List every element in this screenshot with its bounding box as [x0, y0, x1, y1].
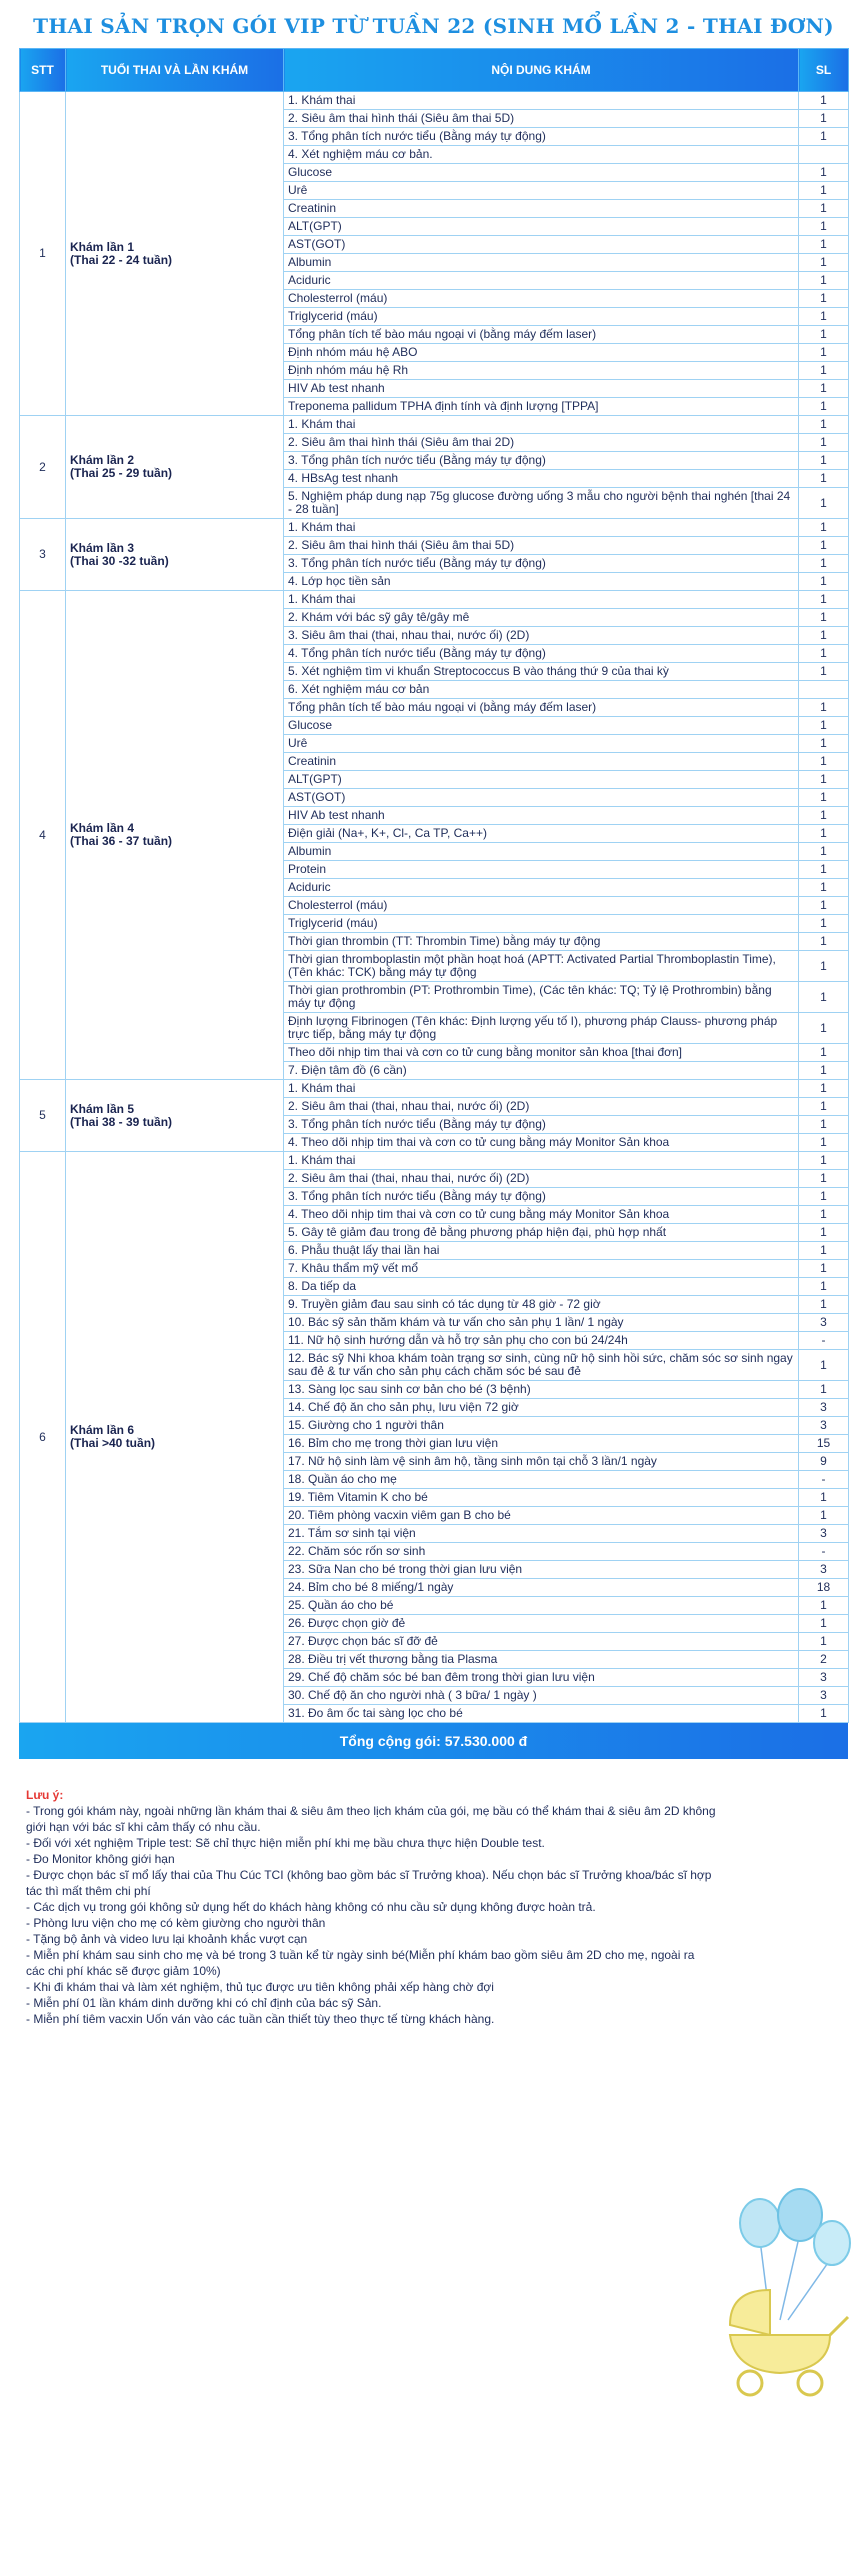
content-cell: 2. Siêu âm thai hình thái (Siêu âm thai 5D)	[284, 537, 799, 555]
quantity-cell: 1	[799, 344, 849, 362]
content-cell: 31. Đo âm ốc tai sàng lọc cho bé	[284, 1705, 799, 1723]
content-cell: 2. Khám với bác sỹ gây tê/gây mê	[284, 609, 799, 627]
content-cell: 15. Giường cho 1 người thân	[284, 1417, 799, 1435]
quantity-cell: 3	[799, 1417, 849, 1435]
content-cell: 1. Khám thai	[284, 1080, 799, 1098]
quantity-cell: 1	[799, 236, 849, 254]
content-cell: 27. Được chọn bác sĩ đỡ đẻ	[284, 1633, 799, 1651]
quantity-cell: 1	[799, 915, 849, 933]
visit-cell: Khám lần 3 (Thai 30 -32 tuần)	[66, 519, 284, 591]
quantity-cell: 1	[799, 645, 849, 663]
stt-cell: 6	[20, 1152, 66, 1723]
content-cell: 6. Phẫu thuật lấy thai lần hai	[284, 1242, 799, 1260]
content-cell: 3. Tổng phân tích nước tiểu (Bằng máy tự động)	[284, 555, 799, 573]
visit-cell: Khám lần 1 (Thai 22 - 24 tuần)	[66, 92, 284, 416]
quantity-cell: 1	[799, 1224, 849, 1242]
quantity-cell: 1	[799, 452, 849, 470]
total-price-bar: Tổng cộng gói: 57.530.000 đ	[19, 1723, 848, 1759]
quantity-cell: 15	[799, 1435, 849, 1453]
content-cell: 1. Khám thai	[284, 92, 799, 110]
content-cell: 4. Tổng phân tích nước tiểu (Bằng máy tự động)	[284, 645, 799, 663]
content-cell: HIV Ab test nhanh	[284, 380, 799, 398]
content-cell: 11. Nữ hộ sinh hướng dẫn và hỗ trợ sản phụ cho con bú 24/24h	[284, 1332, 799, 1350]
content-cell: Protein	[284, 861, 799, 879]
content-cell: Cholesterrol (máu)	[284, 290, 799, 308]
content-cell: 17. Nữ hộ sinh làm vệ sinh âm hộ, tầng sinh môn tại chỗ 3 lần/1 ngày	[284, 1453, 799, 1471]
content-cell: 3. Tổng phân tích nước tiểu (Bằng máy tự động)	[284, 128, 799, 146]
content-cell: 5. Gây tê giảm đau trong đẻ bằng phương pháp hiện đại, phù hợp nhất	[284, 1224, 799, 1242]
quantity-cell: 1	[799, 1116, 849, 1134]
note-item: - Đo Monitor không giới hạn	[26, 1852, 175, 1866]
content-cell: 30. Chế độ ăn cho người nhà ( 3 bữa/ 1 ngày )	[284, 1687, 799, 1705]
table-row	[20, 416, 849, 434]
quantity-cell: 1	[799, 982, 849, 1013]
quantity-cell: 1	[799, 699, 849, 717]
quantity-cell: 1	[799, 1044, 849, 1062]
note-item: - Được chọn bác sĩ mổ lấy thai của Thu Cúc TCI (không bao gồm bác sĩ Trưởng khoa). Nếu chọn bác sĩ Trưởng khoa/bác sĩ hợp tác thì mất thêm chi phí	[26, 1868, 712, 1898]
content-cell: Điện giải (Na+, K+, Cl-, Ca TP, Ca++)	[284, 825, 799, 843]
content-cell: 5. Xét nghiệm tìm vi khuẩn Streptococcus B vào tháng thứ 9 của thai kỳ	[284, 663, 799, 681]
table-row	[20, 519, 849, 537]
quantity-cell: 1	[799, 1260, 849, 1278]
content-cell: Thời gian thrombin (TT: Thrombin Time) bằng máy tự động	[284, 933, 799, 951]
quantity-cell: 1	[799, 717, 849, 735]
quantity-cell: 1	[799, 1705, 849, 1723]
quantity-cell: 1	[799, 537, 849, 555]
quantity-cell: 1	[799, 326, 849, 344]
quantity-cell: 1	[799, 1633, 849, 1651]
note-item: - Miễn phí tiêm vacxin Uốn ván vào các tuần cần thiết tùy theo thực tế từng khách hàng.	[26, 2012, 495, 2026]
content-cell: 2. Siêu âm thai (thai, nhau thai, nước ối) (2D)	[284, 1098, 799, 1116]
content-cell: 16. Bỉm cho mẹ trong thời gian lưu viện	[284, 1435, 799, 1453]
content-cell: 4. HBsAg test nhanh	[284, 470, 799, 488]
quantity-cell: 1	[799, 663, 849, 681]
quantity-cell: 1	[799, 416, 849, 434]
content-cell: 8. Da tiếp da	[284, 1278, 799, 1296]
page-title: THAI SẢN TRỌN GÓI VIP TỪ TUẦN 22 (SINH MỔ LẦN 2 - THAI ĐƠN)	[33, 14, 834, 38]
stt-cell: 5	[20, 1080, 66, 1152]
quantity-cell: 1	[799, 182, 849, 200]
quantity-cell: -	[799, 1332, 849, 1350]
content-cell: 2. Siêu âm thai hình thái (Siêu âm thai 5D)	[284, 110, 799, 128]
content-cell: Glucose	[284, 164, 799, 182]
quantity-cell: 1	[799, 825, 849, 843]
content-cell: 6. Xét nghiệm máu cơ bản	[284, 681, 799, 699]
table-row	[20, 591, 849, 609]
content-cell: 2. Siêu âm thai hình thái (Siêu âm thai 2D)	[284, 434, 799, 452]
content-cell: Cholesterrol (máu)	[284, 897, 799, 915]
quantity-cell: -	[799, 1471, 849, 1489]
content-cell: 3. Tổng phân tích nước tiểu (Bằng máy tự động)	[284, 452, 799, 470]
quantity-cell: 1	[799, 519, 849, 537]
note-item: - Tặng bộ ảnh và video lưu lại khoảnh khắc vượt cạn	[26, 1932, 308, 1946]
quantity-cell: 1	[799, 1615, 849, 1633]
exam-table-body	[20, 92, 849, 1723]
table-header-row	[20, 49, 849, 92]
content-cell: Albumin	[284, 254, 799, 272]
quantity-cell: 1	[799, 609, 849, 627]
quantity-cell: 1	[799, 488, 849, 519]
content-cell: 21. Tắm sơ sinh tại viện	[284, 1525, 799, 1543]
stt-cell: 1	[20, 92, 66, 416]
quantity-cell: 1	[799, 1296, 849, 1314]
quantity-cell: 1	[799, 218, 849, 236]
quantity-cell: 1	[799, 110, 849, 128]
content-cell: 1. Khám thai	[284, 1152, 799, 1170]
note-item: - Miễn phí khám sau sinh cho mẹ và bé trong 3 tuần kể từ ngày sinh bé(Miễn phí khám bao gồm siêu âm 2D cho mẹ, ngoài ra các chi phí khác sẽ được giảm 10%)	[26, 1948, 695, 1978]
quantity-cell: 1	[799, 362, 849, 380]
quantity-cell: 1	[799, 789, 849, 807]
content-cell: 3. Siêu âm thai (thai, nhau thai, nước ối) (2D)	[284, 627, 799, 645]
content-cell: Định nhóm máu hệ Rh	[284, 362, 799, 380]
quantity-cell	[799, 681, 849, 699]
quantity-cell: 1	[799, 1152, 849, 1170]
content-cell: 1. Khám thai	[284, 416, 799, 434]
quantity-cell: 1	[799, 771, 849, 789]
quantity-cell: 1	[799, 753, 849, 771]
quantity-cell: 1	[799, 1381, 849, 1399]
content-cell: HIV Ab test nhanh	[284, 807, 799, 825]
quantity-cell: 3	[799, 1561, 849, 1579]
quantity-cell: 1	[799, 290, 849, 308]
content-cell: 7. Điện tâm đồ (6 cần)	[284, 1062, 799, 1080]
content-cell: Định lượng Fibrinogen (Tên khác: Định lượng yếu tố I), phương pháp Clauss- phương pháp trực tiếp, bằng máy tự động	[284, 1013, 799, 1044]
content-cell: 4. Lớp học tiền sản	[284, 573, 799, 591]
quantity-cell: 1	[799, 1098, 849, 1116]
quantity-cell: 1	[799, 555, 849, 573]
baby-stroller-balloons-icon	[690, 2185, 860, 2400]
table-row	[20, 1152, 849, 1170]
quantity-cell: 9	[799, 1453, 849, 1471]
stt-cell: 4	[20, 591, 66, 1080]
notes-title: Lưu ý:	[26, 1788, 64, 1802]
content-cell: 18. Quần áo cho mẹ	[284, 1471, 799, 1489]
content-cell: Glucose	[284, 717, 799, 735]
quantity-cell: 2	[799, 1651, 849, 1669]
content-cell: 13. Sàng lọc sau sinh cơ bản cho bé (3 bệnh)	[284, 1381, 799, 1399]
header-stt: STT	[20, 49, 66, 92]
header-sl: SL	[799, 49, 849, 92]
quantity-cell: 1	[799, 843, 849, 861]
content-cell: 5. Nghiệm pháp dung nạp 75g glucose đường uống 3 mẫu cho người bệnh thai nghén [thai 24 - 28 tuần]	[284, 488, 799, 519]
quantity-cell: 1	[799, 1206, 849, 1224]
quantity-cell: 1	[799, 470, 849, 488]
note-item: - Trong gói khám này, ngoài những lần khám thai & siêu âm theo lịch khám của gói, mẹ bầu có thể khám thai & siêu âm 2D không giới hạn với bác sĩ khi cảm thấy có nhu cầu.	[26, 1804, 716, 1834]
content-cell: AST(GOT)	[284, 236, 799, 254]
quantity-cell	[799, 146, 849, 164]
exam-table-wrapper	[19, 48, 848, 1723]
quantity-cell: 1	[799, 1507, 849, 1525]
quantity-cell: 1	[799, 1350, 849, 1381]
visit-cell: Khám lần 5 (Thai 38 - 39 tuần)	[66, 1080, 284, 1152]
content-cell: Định nhóm máu hệ ABO	[284, 344, 799, 362]
content-cell: 19. Tiêm Vitamin K cho bé	[284, 1489, 799, 1507]
header-content: NỘI DUNG KHÁM	[284, 49, 799, 92]
content-cell: 1. Khám thai	[284, 591, 799, 609]
quantity-cell: 1	[799, 1242, 849, 1260]
quantity-cell: 1	[799, 1013, 849, 1044]
content-cell: 20. Tiêm phòng vacxin viêm gan B cho bé	[284, 1507, 799, 1525]
quantity-cell: 1	[799, 1489, 849, 1507]
quantity-cell: 1	[799, 1278, 849, 1296]
visit-cell: Khám lần 6 (Thai >40 tuần)	[66, 1152, 284, 1723]
content-cell: 4. Xét nghiệm máu cơ bản.	[284, 146, 799, 164]
quantity-cell: 1	[799, 1170, 849, 1188]
visit-cell: Khám lần 4 (Thai 36 - 37 tuần)	[66, 591, 284, 1080]
quantity-cell: 1	[799, 272, 849, 290]
content-cell: Aciduric	[284, 272, 799, 290]
quantity-cell: 1	[799, 573, 849, 591]
quantity-cell: 18	[799, 1579, 849, 1597]
content-cell: 3. Tổng phân tích nước tiểu (Bằng máy tự động)	[284, 1116, 799, 1134]
quantity-cell: 1	[799, 1134, 849, 1152]
content-cell: 26. Được chọn giờ đẻ	[284, 1615, 799, 1633]
content-cell: Triglycerid (máu)	[284, 915, 799, 933]
quantity-cell: 1	[799, 735, 849, 753]
notes-list	[26, 1803, 716, 2027]
quantity-cell: 1	[799, 164, 849, 182]
quantity-cell: 3	[799, 1399, 849, 1417]
content-cell: 29. Chế độ chăm sóc bé ban đêm trong thời gian lưu viện	[284, 1669, 799, 1687]
content-cell: 9. Truyền giảm đau sau sinh có tác dụng từ 48 giờ - 72 giờ	[284, 1296, 799, 1314]
note-item: - Các dịch vụ trong gói không sử dụng hết do khách hàng không có nhu cầu sử dụng không được hoàn trả.	[26, 1900, 596, 1914]
quantity-cell: 1	[799, 92, 849, 110]
quantity-cell: 1	[799, 308, 849, 326]
content-cell: Treponema pallidum TPHA định tính và định lượng [TPPA]	[284, 398, 799, 416]
content-cell: 7. Khâu thẩm mỹ vết mổ	[284, 1260, 799, 1278]
quantity-cell: 1	[799, 1062, 849, 1080]
stt-cell: 3	[20, 519, 66, 591]
note-item: - Đối với xét nghiệm Triple test: Sẽ chỉ thực hiện miễn phí khi mẹ bầu chưa thực hiện Double test.	[26, 1836, 545, 1850]
quantity-cell: 1	[799, 951, 849, 982]
content-cell: 2. Siêu âm thai (thai, nhau thai, nước ối) (2D)	[284, 1170, 799, 1188]
content-cell: ALT(GPT)	[284, 771, 799, 789]
quantity-cell: 1	[799, 807, 849, 825]
table-row	[20, 92, 849, 110]
quantity-cell: 1	[799, 897, 849, 915]
content-cell: 4. Theo dõi nhịp tim thai và cơn co tử cung bằng máy Monitor Sản khoa	[284, 1206, 799, 1224]
visit-cell: Khám lần 2 (Thai 25 - 29 tuần)	[66, 416, 284, 519]
note-item: - Khi đi khám thai và làm xét nghiệm, thủ tục được ưu tiên không phải xếp hàng chờ đợi	[26, 1980, 494, 1994]
quantity-cell: 1	[799, 933, 849, 951]
table-row	[20, 1080, 849, 1098]
quantity-cell: 3	[799, 1687, 849, 1705]
content-cell: Thời gian prothrombin (PT: Prothrombin Time), (Các tên khác: TQ; Tỷ lệ Prothrombin) bằng máy tự động	[284, 982, 799, 1013]
quantity-cell: 1	[799, 1188, 849, 1206]
quantity-cell: 3	[799, 1669, 849, 1687]
content-cell: Theo dõi nhịp tim thai và cơn co tử cung bằng monitor sản khoa [thai đơn]	[284, 1044, 799, 1062]
content-cell: Urê	[284, 182, 799, 200]
content-cell: Tổng phân tích tế bào máu ngoại vi (bằng máy đếm laser)	[284, 326, 799, 344]
content-cell: 12. Bác sỹ Nhi khoa khám toàn trạng sơ sinh, cùng nữ hộ sinh hồi sức, chăm sóc sơ sinh ngay sau đẻ & tư vấn cho sản phụ cách chăm sóc bé sau đẻ	[284, 1350, 799, 1381]
content-cell: Urê	[284, 735, 799, 753]
content-cell: Creatinin	[284, 200, 799, 218]
content-cell: 14. Chế độ ăn cho sản phụ, lưu viện 72 giờ	[284, 1399, 799, 1417]
header-visit: TUỔI THAI VÀ LẦN KHÁM	[66, 49, 284, 92]
content-cell: 10. Bác sỹ sản thăm khám và tư vấn cho sản phụ 1 lần/ 1 ngày	[284, 1314, 799, 1332]
quantity-cell: 1	[799, 591, 849, 609]
exam-table	[19, 48, 849, 1723]
quantity-cell: 1	[799, 380, 849, 398]
notes-section	[26, 1787, 716, 2027]
quantity-cell: 1	[799, 200, 849, 218]
note-item: - Phòng lưu viện cho mẹ có kèm giường cho người thân	[26, 1916, 326, 1930]
content-cell: 1. Khám thai	[284, 519, 799, 537]
stt-cell: 2	[20, 416, 66, 519]
content-cell: 22. Chăm sóc rốn sơ sinh	[284, 1543, 799, 1561]
content-cell: Triglycerid (máu)	[284, 308, 799, 326]
content-cell: ALT(GPT)	[284, 218, 799, 236]
content-cell: 4. Theo dõi nhịp tim thai và cơn co tử cung bằng máy Monitor Sản khoa	[284, 1134, 799, 1152]
quantity-cell: 1	[799, 398, 849, 416]
quantity-cell: 1	[799, 861, 849, 879]
quantity-cell: 1	[799, 254, 849, 272]
content-cell: Tổng phân tích tế bào máu ngoại vi (bằng máy đếm laser)	[284, 699, 799, 717]
content-cell: Albumin	[284, 843, 799, 861]
content-cell: 23. Sữa Nan cho bé trong thời gian lưu viện	[284, 1561, 799, 1579]
note-item: - Miễn phí 01 lần khám dinh dưỡng khi có chỉ định của bác sỹ Sản.	[26, 1996, 382, 2010]
content-cell: 3. Tổng phân tích nước tiểu (Bằng máy tự động)	[284, 1188, 799, 1206]
content-cell: AST(GOT)	[284, 789, 799, 807]
quantity-cell: 1	[799, 434, 849, 452]
quantity-cell: 1	[799, 879, 849, 897]
content-cell: 25. Quần áo cho bé	[284, 1597, 799, 1615]
content-cell: Aciduric	[284, 879, 799, 897]
content-cell: Creatinin	[284, 753, 799, 771]
quantity-cell: 3	[799, 1525, 849, 1543]
quantity-cell: 1	[799, 128, 849, 146]
quantity-cell: -	[799, 1543, 849, 1561]
quantity-cell: 1	[799, 1597, 849, 1615]
content-cell: 28. Điều trị vết thương bằng tia Plasma	[284, 1651, 799, 1669]
quantity-cell: 1	[799, 1080, 849, 1098]
quantity-cell: 3	[799, 1314, 849, 1332]
content-cell: 24. Bỉm cho bé 8 miếng/1 ngày	[284, 1579, 799, 1597]
quantity-cell: 1	[799, 627, 849, 645]
content-cell: Thời gian thromboplastin một phần hoạt hoá (APTT: Activated Partial Thromboplastin Time), (Tên khác: TCK) bằng máy tự động	[284, 951, 799, 982]
